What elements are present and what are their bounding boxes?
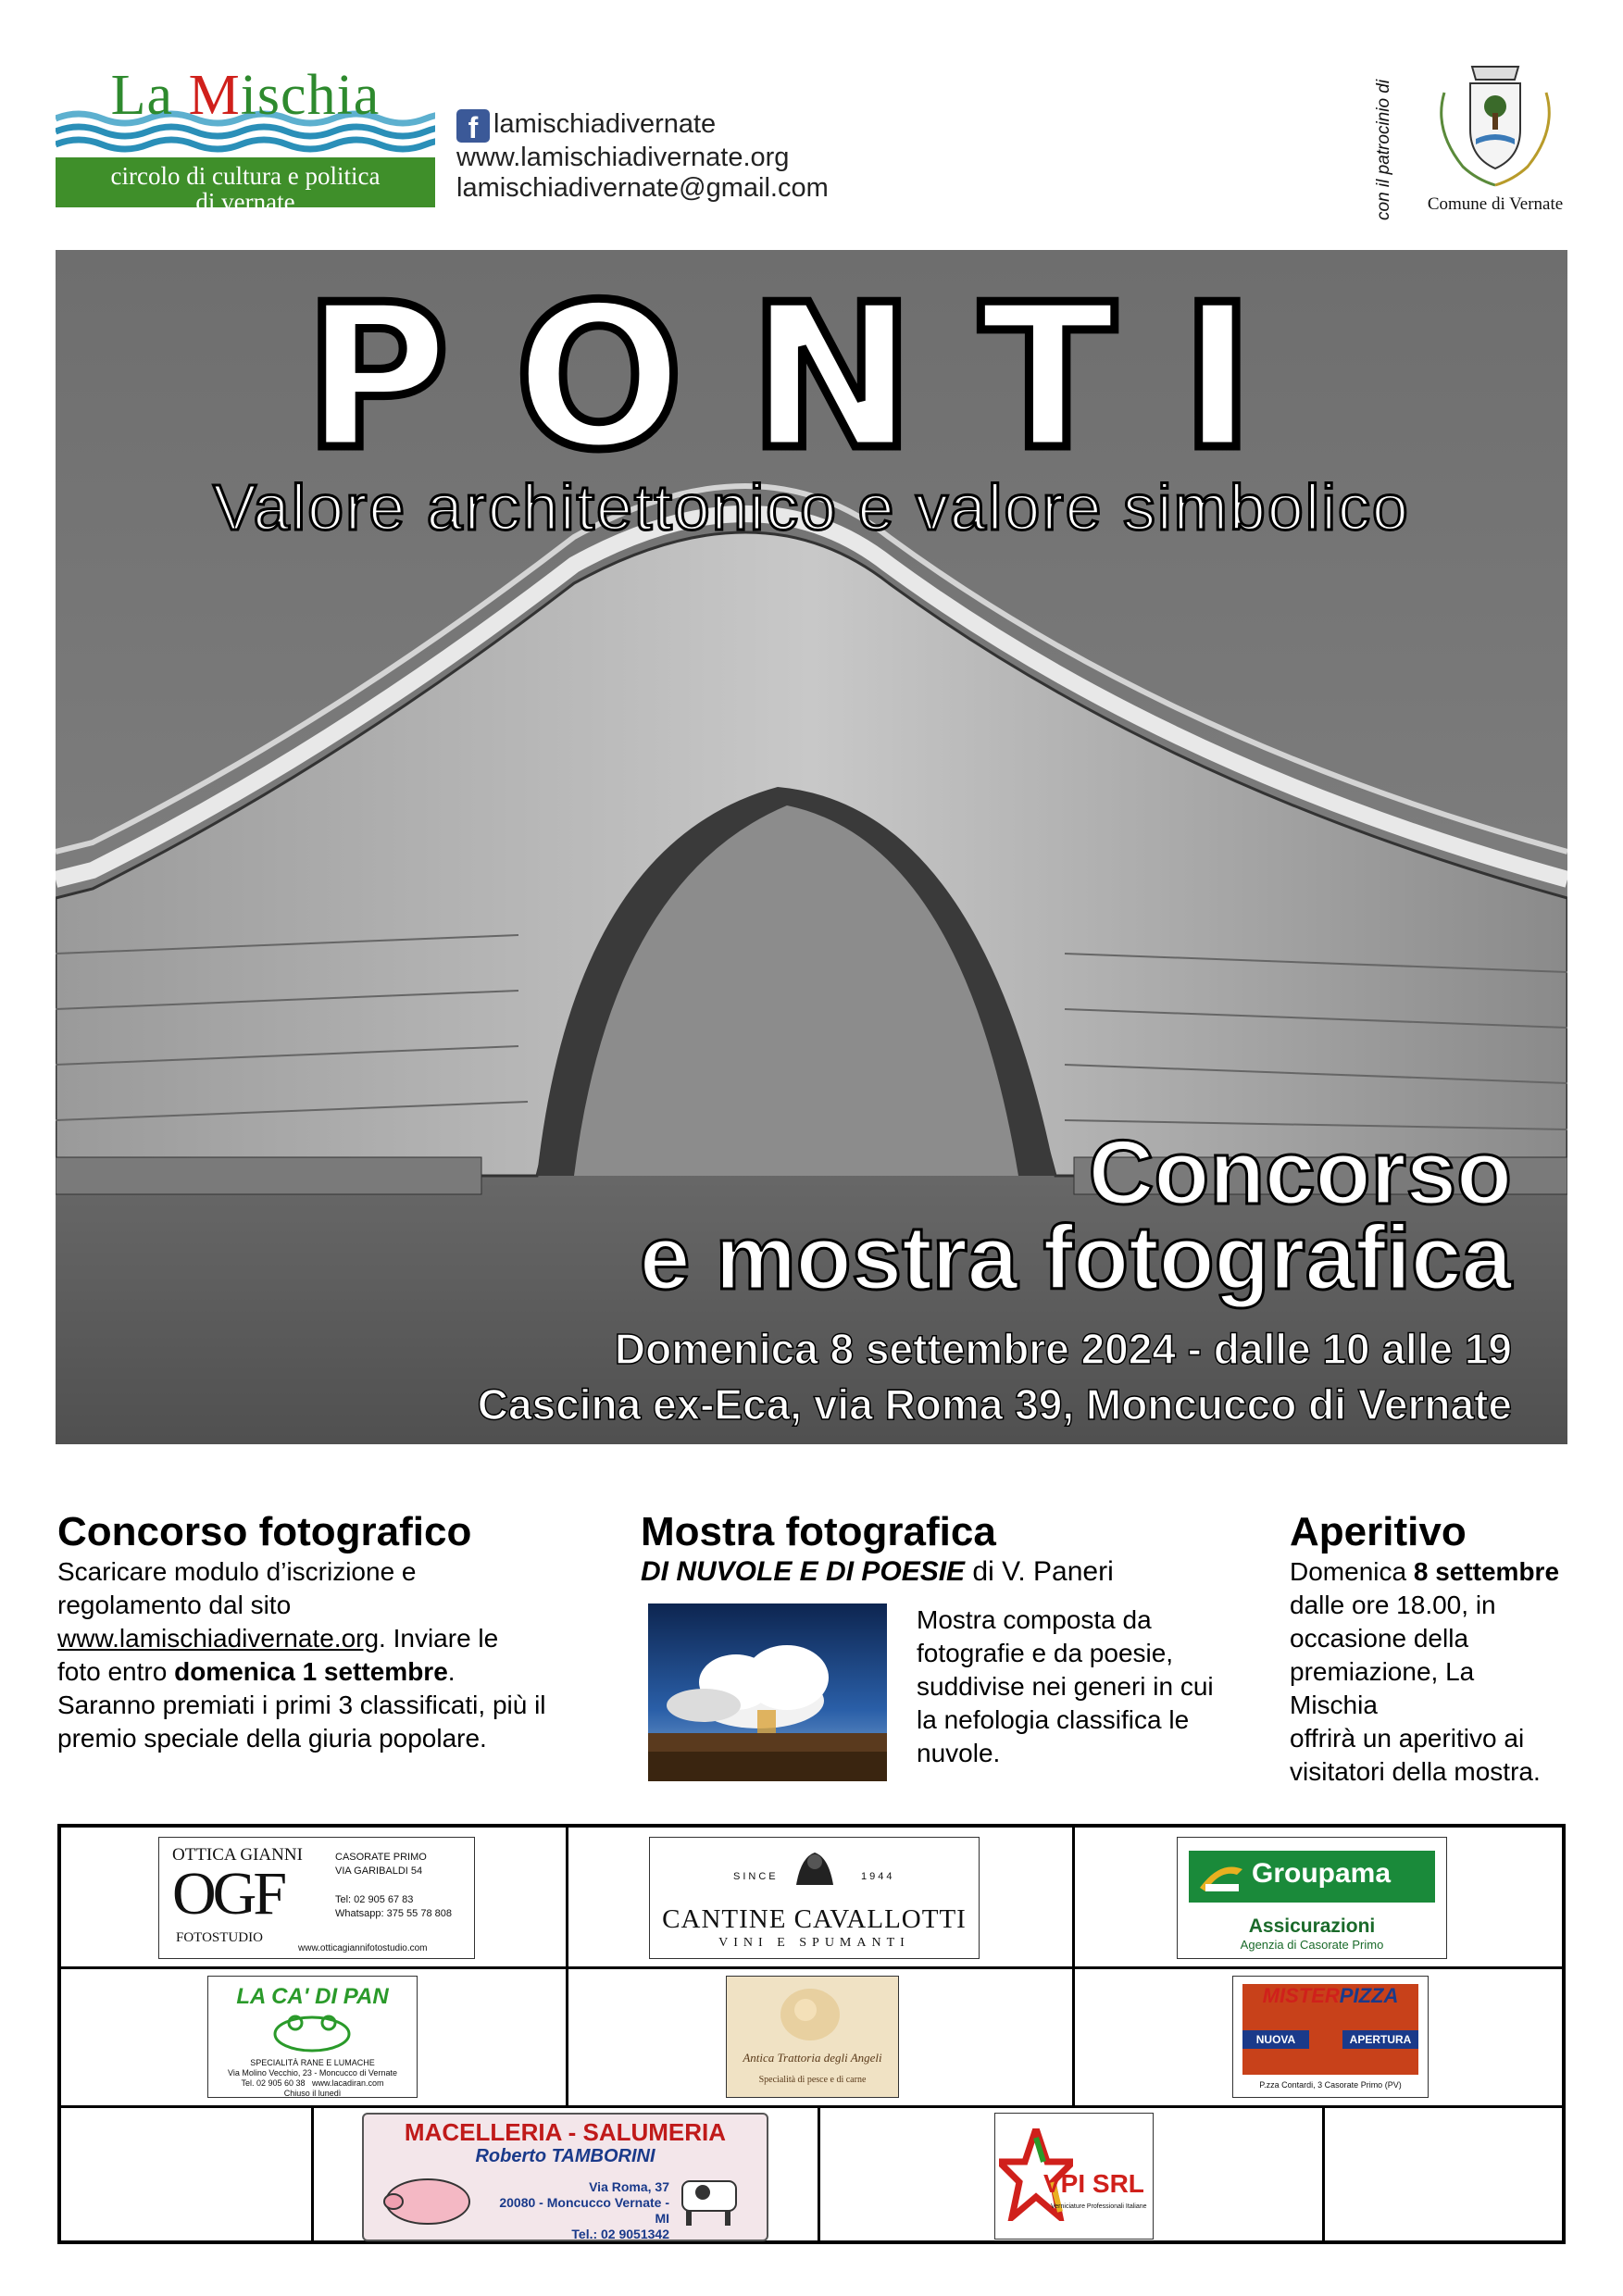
comune-label: Comune di Vernate: [1427, 194, 1564, 214]
concorso-section: [57, 1509, 613, 1755]
logo-tagline: circolo di cultura e politica di vernate: [110, 162, 381, 216]
sponsor-mister-pizza: MISTERPIZZA NUOVA APERTURA P.zza Contardi, 3 Casorate Primo (PV): [1232, 1976, 1429, 2098]
event-subtitle: Valore architettonico e valore simbolico: [213, 471, 1410, 543]
clouds-photo: [648, 1603, 887, 1781]
sponsor-groupama: Groupama Assicurazioni Agenzia di Casorate Primo: [1177, 1837, 1447, 1959]
aperitivo-text: Domenica 8 settembre dalle ore 18.00, in occasione della premiazione, La Mischia offrirà un aperitivo ai visitatori della mostra.: [1290, 1557, 1560, 1786]
sponsors-grid: [57, 1824, 1566, 2244]
facebook-icon: f: [456, 109, 490, 143]
sponsor-ottica-gianni: OTTICA GIANNI OGF FOTOSTUDIO CASORATE PRIMO VIA GARIBALDI 54 Tel: 02 905 67 83 Whatsapp: 375 55 78 808 www.otticagiannifotostudio.com: [158, 1837, 475, 1959]
concorso-title: Concorso fotografico: [57, 1509, 472, 1554]
event-place: Cascina ex-Eca, via Roma 39, Moncucco di Vernate: [477, 1380, 1512, 1429]
mostra-exhibit: DI NUVOLE E DI POESIE di V. Paneri: [641, 1556, 1114, 1587]
sponsor-vpi: VPI SRL Verniciature Professionali Italiane: [994, 2113, 1154, 2240]
contacts: [456, 109, 829, 204]
aperitivo-section: [1290, 1509, 1567, 1789]
cow-icon: [669, 2166, 753, 2231]
facebook-link[interactable]: lamischiadivernate: [493, 109, 717, 139]
sponsor-trattoria-angeli: Antica Trattoria degli Angeli Specialità di pesce e di carne: [726, 1976, 899, 2098]
event-title: PONTI: [304, 261, 1319, 493]
patrocinio-label: con il patrocinio di: [1374, 79, 1393, 220]
frog-icon: [256, 2008, 368, 2054]
event-date: Domenica 8 settembre 2024 - dalle 10 alle 19: [614, 1325, 1512, 1373]
sponsor-la-ca-di-pan: LA CA' DI PAN SPECIALITÀ RANE E LUMACHE Via Molino Vecchio, 23 - Moncucco di Vernate Tel. 02 905 60 38 www.lacadiran.com Chiuso il lunedì: [207, 1976, 418, 2098]
concorso-text: Scaricare modulo d’iscrizione e regolamento dal sito www.lamischiadivernate.org. Inviare le foto entro domenica 1 settembre. Saranno premiati i primi 3 classificati, più il premio speciale della giuria popolare.: [57, 1557, 546, 1753]
groupama-logo-icon: [1192, 1851, 1248, 1903]
angel-icon: [768, 1982, 852, 2047]
event-type: Concorso e mostra fotografica: [639, 1121, 1512, 1308]
website-link[interactable]: www.lamischiadivernate.org: [456, 143, 790, 172]
mostra-title: Mostra fotografica: [641, 1509, 996, 1554]
aperitivo-title: Aperitivo: [1290, 1509, 1467, 1554]
concorso-site-link[interactable]: www.lamischiadivernate.org: [57, 1624, 380, 1653]
horses-crest-icon: [787, 1843, 843, 1890]
sponsor-macelleria-tamborini: MACELLERIA - SALUMERIA Roberto TAMBORINI Via Roma, 37 20080 - Moncucco Vernate - MI Tel.: 02 9051342: [362, 2113, 768, 2241]
sponsor-cantine-cavallotti: SINCE 1944 CANTINE CAVALLOTTI VINI E SPUMANTI: [649, 1837, 980, 1959]
mostra-text: Mostra composta da fotografie e da poesie, suddivise nei generi in cui la nefologia classifica le nuvole.: [917, 1605, 1214, 1767]
mostra-section: [641, 1509, 1233, 1589]
email-link[interactable]: lamischiadivernate@gmail.com: [456, 173, 829, 203]
pig-icon: [377, 2172, 479, 2227]
la-mischia-logo: [56, 56, 435, 216]
logo-name: La Mischia: [110, 64, 381, 127]
